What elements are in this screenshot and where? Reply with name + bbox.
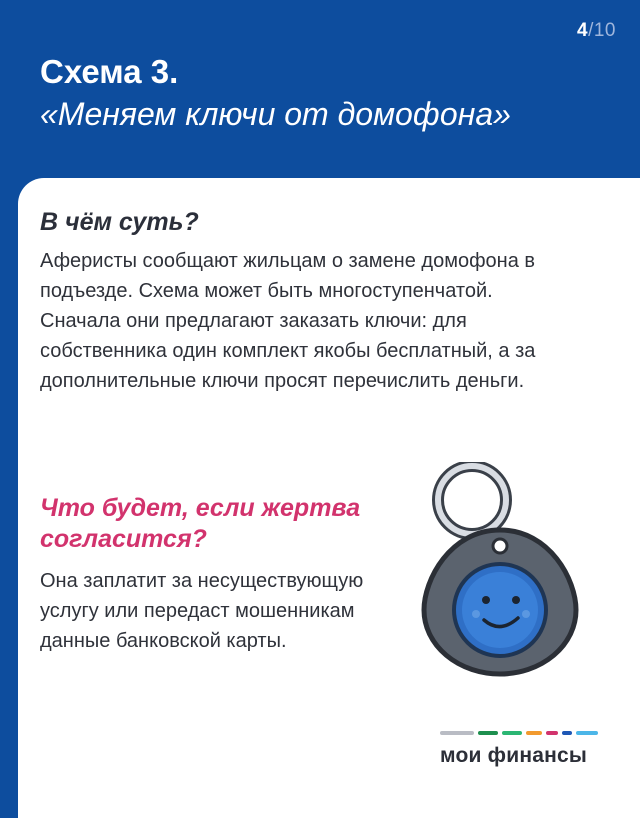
page-counter: 4/10 bbox=[577, 20, 616, 41]
brand-logo: мои финансы bbox=[440, 744, 587, 767]
section-heading-essence: В чём суть? bbox=[40, 208, 199, 236]
intercom-key-fob-icon bbox=[400, 462, 600, 682]
brand-bar-segment bbox=[526, 731, 542, 735]
section-heading-consequence: Что будет, если жертва согласится? bbox=[40, 494, 361, 553]
page-current: 4 bbox=[577, 20, 589, 41]
brand-bar-segment bbox=[478, 731, 498, 735]
brand-bar-segment bbox=[576, 731, 598, 735]
section-text-consequence: Она заплатит за несуществующую услугу или передаст мошенникам данные банковской карты. bbox=[40, 570, 364, 652]
page-subtitle: «Меняем ключи от домофона» bbox=[40, 96, 511, 132]
page-total: 10 bbox=[593, 20, 616, 41]
page-title: Схема 3. bbox=[40, 53, 179, 90]
brand-bar-segment bbox=[546, 731, 558, 735]
brand-bar-segment bbox=[440, 731, 474, 735]
brand-bar-segment bbox=[562, 731, 572, 735]
brand-bar-segment bbox=[502, 731, 522, 735]
section-text-essence: Аферисты сообщают жильцам о замене домофона в подъезде. Схема может быть многоступенчатой. Сначала они предлагают заказать ключи: для собственника один комплект якобы бесплатный, а за дополнительные ключи просят перечислить деньги. bbox=[40, 250, 536, 392]
brand-color-bar bbox=[440, 731, 598, 735]
